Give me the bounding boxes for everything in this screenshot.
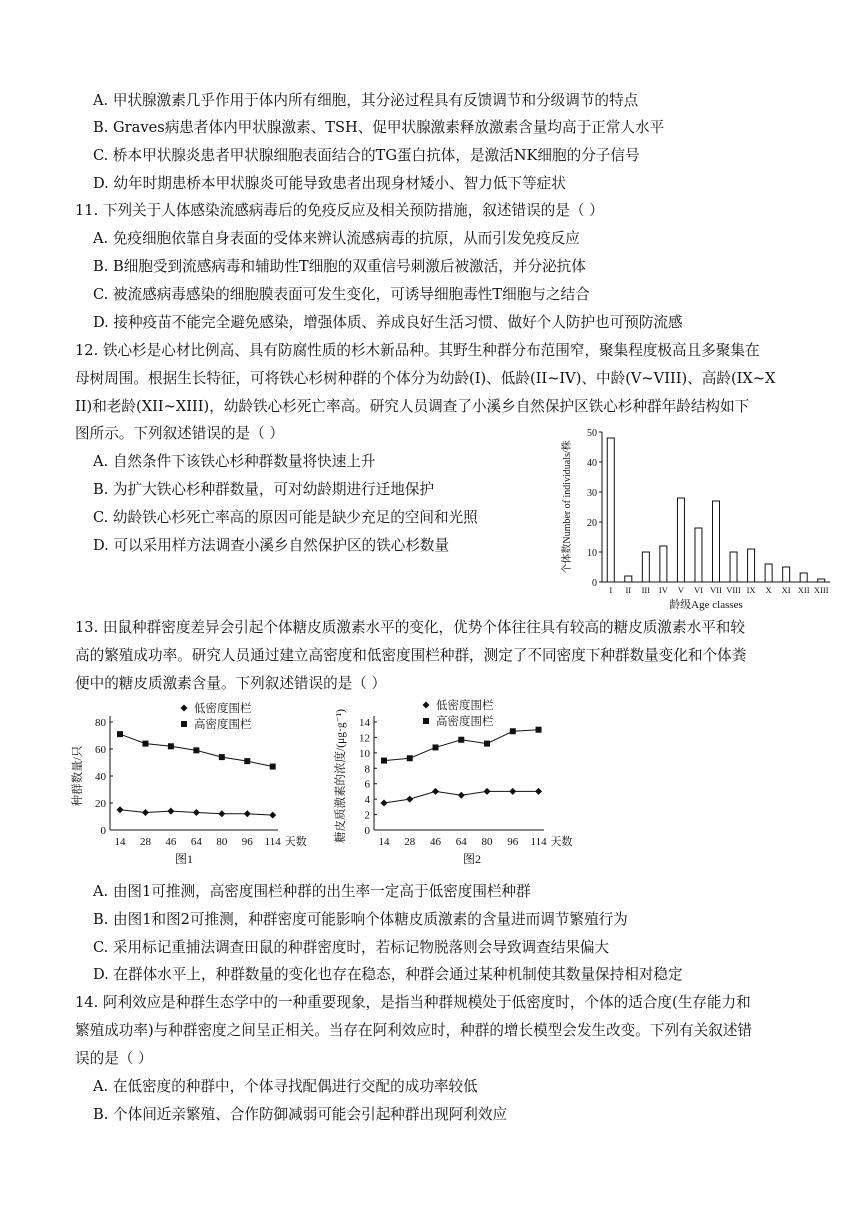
- y-tick-label: 30: [587, 488, 597, 499]
- x-axis-title: 天数: [550, 836, 573, 848]
- y-tick-label: 2: [364, 809, 370, 822]
- data-point-diamond: [432, 788, 439, 795]
- x-tick-label: II: [625, 585, 632, 595]
- data-point-square: [168, 743, 174, 749]
- bar-V: [677, 498, 684, 582]
- data-point-square: [536, 727, 542, 733]
- data-point-diamond: [406, 796, 413, 803]
- data-point-square: [458, 737, 464, 743]
- y-tick-label: 0: [364, 825, 370, 837]
- data-point-square: [433, 744, 439, 750]
- bar-X: [765, 564, 772, 582]
- q12-option-d: D. 可以采用样方法调查小溪乡自然保护区的铁心杉数量: [93, 537, 450, 554]
- y-axis-title: 糖皮质激素的浓度/(μg·g⁻¹): [335, 709, 347, 843]
- q12-option-c: C. 幼龄铁心杉死亡率高的原因可能是缺少充足的空间和光照: [93, 509, 478, 526]
- x-tick-label: 96: [507, 836, 519, 848]
- q11-option-c: C. 被流感病毒感染的细胞膜表面可发生变化，可诱导细胞毒性T细胞与之结合: [93, 286, 590, 303]
- y-tick-label: 10: [587, 548, 597, 559]
- data-point-square: [510, 728, 516, 734]
- data-point-square: [407, 755, 413, 761]
- q11-option-d: D. 接种疫苗不能完全避免感染，增强体质、养成良好生活习惯、做好个人防护也可预防流感: [93, 314, 683, 331]
- legend-marker-square: [423, 718, 429, 724]
- x-tick-label: 14: [114, 836, 126, 848]
- figure-caption: 图2: [462, 852, 482, 866]
- population-line-chart-fig1: [70, 698, 307, 874]
- data-point-diamond: [509, 788, 516, 795]
- x-tick-label: IX: [746, 585, 756, 595]
- x-tick-label: 28: [139, 836, 151, 848]
- bar-IV: [660, 546, 667, 582]
- data-point-square: [484, 741, 490, 747]
- x-tick-label: 46: [430, 836, 442, 848]
- data-point-diamond: [458, 792, 465, 799]
- legend-label: 高密度围栏: [436, 716, 494, 728]
- bar-XII: [800, 573, 807, 582]
- y-tick-label: 12: [359, 732, 370, 745]
- q12-stem-line-1: 12. 铁心杉是心材比例高、具有防腐性质的杉木新品种。其野生种群分布范围窄，聚集程度极高且多聚集在: [75, 342, 760, 359]
- legend-label: 低密度围栏: [436, 700, 494, 712]
- bar-III: [642, 552, 649, 582]
- q13-option-a: A. 由图1可推测，高密度围栏种群的出生率一定高于低密度围栏种群: [93, 883, 531, 900]
- x-tick-label: 80: [216, 836, 228, 848]
- data-point-diamond: [244, 810, 251, 817]
- q11-option-b: B. B细胞受到流感病毒和辅助性T细胞的双重信号刺激后被激活，并分泌抗体: [93, 258, 586, 275]
- x-tick-label: IV: [658, 585, 668, 595]
- y-tick-label: 14: [359, 717, 370, 729]
- y-tick-label: 6: [364, 778, 370, 791]
- hormone-line-chart-fig2: [330, 698, 573, 874]
- data-point-square: [381, 758, 387, 764]
- data-point-diamond: [117, 806, 124, 813]
- q13-stem-line-3: 便中的糖皮质激素含量。下列叙述错误的是（ ）: [75, 675, 387, 692]
- x-tick-label: III: [641, 585, 651, 595]
- x-tick-label: VIII: [726, 585, 741, 595]
- x-axis-title: 龄级Age classes: [669, 599, 743, 611]
- x-tick-label: VI: [693, 585, 703, 595]
- y-axis-title: 种群数量/只: [72, 745, 84, 807]
- x-tick-label: 46: [165, 836, 177, 848]
- x-tick-label: 96: [241, 836, 253, 848]
- y-tick-label: 80: [95, 717, 106, 729]
- legend-label: 低密度围栏: [194, 703, 252, 715]
- q13-option-c: C. 采用标记重捕法调查田鼠的种群密度时，若标记物脱落则会导致调查结果偏大: [93, 939, 610, 956]
- figure-caption: 图1: [174, 852, 194, 866]
- q14-option-a: A. 在低密度的种群中，个体寻找配偶进行交配的成功率较低: [93, 1078, 478, 1095]
- x-tick-label: 80: [481, 836, 493, 848]
- q11-option-a: A. 免疫细胞依靠自身表面的受体来辨认流感病毒的抗原，从而引发免疫反应: [93, 230, 580, 247]
- bar-I: [607, 438, 614, 582]
- q12-stem-line-2: 母树周围。根据生长特征，可将铁心杉树种群的个体分为幼龄(I)、低龄(II~IV)、中龄(V~VIII)、高龄(IX~X: [75, 370, 776, 387]
- legend-marker-diamond: [423, 702, 430, 709]
- q11-stem: 11. 下列关于人体感染流感病毒后的免疫反应及相关预防措施，叙述错误的是（ ）: [75, 202, 604, 219]
- q12-stem-line-3: II)和老龄(XII~XIII)，幼龄铁心杉死亡率高。研究人员调查了小溪乡自然保护区铁心杉种群年龄结构如下: [75, 398, 750, 415]
- q14-option-b: B. 个体间近亲繁殖、合作防御减弱可能会引起种群出现阿利效应: [93, 1106, 508, 1123]
- data-point-square: [193, 747, 199, 753]
- data-point-square: [142, 741, 148, 747]
- q14-stem-line-3: 误的是（ ）: [75, 1050, 153, 1067]
- y-tick-label: 8: [364, 763, 370, 776]
- y-tick-label: 0: [592, 578, 597, 589]
- q12-option-b: B. 为扩大铁心杉种群数量，可对幼龄期进行迁地保护: [93, 481, 435, 498]
- bar-XI: [783, 567, 790, 582]
- y-tick-label: 20: [587, 518, 597, 529]
- y-tick-label: 50: [587, 428, 597, 439]
- age-structure-bar-chart: [555, 422, 845, 614]
- bar-XIII: [818, 579, 825, 582]
- x-tick-label: 64: [455, 836, 467, 848]
- data-point-diamond: [484, 788, 491, 795]
- y-tick-label: 0: [100, 825, 106, 837]
- data-point-diamond: [218, 810, 225, 817]
- q10-option-b: B. Graves病患者体内甲状腺激素、TSH、促甲状腺激素释放激素含量均高于正常人水平: [93, 119, 665, 136]
- y-tick-label: 40: [587, 458, 597, 469]
- data-point-diamond: [193, 809, 200, 816]
- q13-option-b: B. 由图1和图2可推测，种群密度可能影响个体糖皮质激素的含量进而调节繁殖行为: [93, 911, 628, 928]
- legend-marker-diamond: [181, 705, 188, 712]
- data-point-square: [244, 758, 250, 764]
- x-tick-label: V: [677, 585, 684, 595]
- x-tick-label: XII: [797, 585, 810, 595]
- y-tick-label: 10: [359, 747, 370, 760]
- x-tick-label: I: [609, 585, 613, 595]
- x-tick-label: XI: [781, 585, 791, 595]
- legend-marker-square: [181, 721, 187, 727]
- bar-VII: [713, 501, 720, 582]
- y-tick-label: 4: [364, 794, 370, 807]
- q13-option-d: D. 在群体水平上，种群数量的变化也存在稳态，种群会通过某种机制使其数量保持相对稳定: [93, 966, 683, 983]
- data-point-diamond: [142, 809, 149, 816]
- y-axis-title: 个体数Number of individuals/株: [562, 440, 573, 574]
- bar-VIII: [730, 552, 737, 582]
- q12-option-a: A. 自然条件下该铁心杉种群数量将快速上升: [93, 453, 376, 470]
- x-tick-label: X: [765, 585, 772, 595]
- data-point-diamond: [167, 808, 174, 815]
- data-point-square: [270, 764, 276, 770]
- x-tick-label: VII: [710, 585, 722, 595]
- x-axis-title: 天数: [284, 836, 307, 848]
- data-point-diamond: [535, 788, 542, 795]
- data-point-diamond: [381, 800, 388, 807]
- x-tick-label: 114: [530, 836, 547, 848]
- x-tick-label: XIII: [813, 585, 829, 595]
- q14-stem-line-1: 14. 阿利效应是种群生态学中的一种重要现象，是指当种群规模处于低密度时，个体的适合度(生存能力和: [75, 994, 751, 1011]
- q10-option-a: A. 甲状腺激素几乎作用于体内所有细胞，其分泌过程具有反馈调节和分级调节的特点: [93, 92, 639, 109]
- q13-stem-line-1: 13. 田鼠种群密度差异会引起个体糖皮质激素水平的变化，优势个体往往具有较高的糖皮质激素水平和较: [75, 619, 745, 636]
- data-point-diamond: [269, 812, 276, 819]
- data-point-square: [219, 754, 225, 760]
- q12-stem-line-4: 图所示。下列叙述错误的是（ ）: [75, 425, 284, 442]
- x-tick-label: 28: [404, 836, 416, 848]
- bar-VI: [695, 528, 702, 582]
- y-tick-label: 40: [95, 771, 106, 783]
- x-tick-label: 64: [190, 836, 202, 848]
- q13-stem-line-2: 高的繁殖成功率。研究人员通过建立高密度和低密度围栏种群，测定了不同密度下种群数量变化和个体粪: [75, 647, 747, 664]
- q14-stem-line-2: 繁殖成功率)与种群密度之间呈正相关。当存在阿利效应时，种群的增长模型会发生改变。下列有关叙述错: [75, 1022, 753, 1039]
- x-tick-label: 114: [264, 836, 281, 848]
- legend-label: 高密度围栏: [194, 719, 252, 731]
- y-tick-label: 60: [95, 744, 106, 756]
- bar-II: [625, 576, 632, 582]
- q10-option-d: D. 幼年时期患桥本甲状腺炎可能导致患者出现身材矮小、智力低下等症状: [93, 175, 566, 192]
- bar-IX: [748, 549, 755, 582]
- x-tick-label: 14: [378, 836, 390, 848]
- data-point-square: [117, 731, 123, 737]
- q10-option-c: C. 桥本甲状腺炎患者甲状腺细胞表面结合的TG蛋白抗体，是激活NK细胞的分子信号: [93, 147, 640, 164]
- y-tick-label: 20: [95, 798, 106, 810]
